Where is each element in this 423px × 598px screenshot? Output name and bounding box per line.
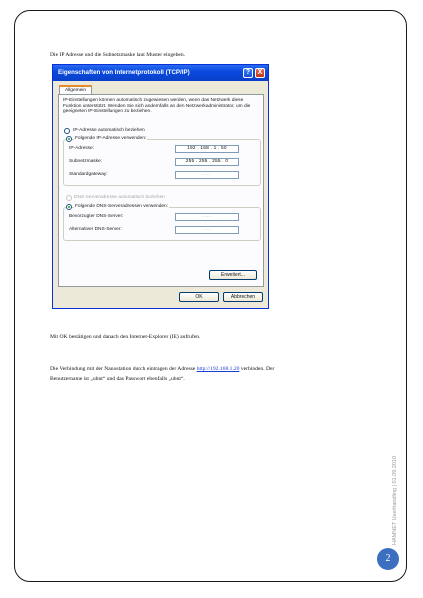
preferred-dns-field[interactable]: . . . [175,213,239,221]
intro-text: Die IP Adresse und die Subnetzmaske laut Muster eingeben. [50,52,186,58]
connect-text [50,365,274,373]
radio-ip-manual[interactable] [66,136,72,142]
description-text: IP-Einstellungen können automatisch zugewiesen werden, wenn das Netzwerk diese Funktion unterstützt. Wenden Sie sich andernfalls an den Netzwerkadministrator, um die geeigneten IP-Einstellungen zu beziehen. [63,98,251,115]
after-dialog-text: Mit OK bestätigen und danach den Internet-Explorer (IE) aufrufen. [50,334,201,340]
alternate-dns-field[interactable]: . . . [175,226,239,234]
connect-text-part1: Die Verbindung mit der Nanostation durch eintragen der Adresse [50,366,197,372]
radio-ip-auto-label: IP-Adresse automatisch beziehen [73,128,145,133]
alternate-dns-label: Alternativer DNS-Server: [69,227,122,232]
ip-address-label: IP-Adresse: [69,146,95,151]
cancel-button[interactable]: Abbrechen [223,292,263,302]
credentials-text: Benutzername ist „ubnt“ und das Passwort ebenfalls „ubnt“. [50,376,185,382]
advanced-button[interactable]: Erweitert... [209,270,257,280]
dialog-title: Eigenschaften von Internetprotokoll (TCP/IP) [53,65,268,81]
radio-dns-manual[interactable] [66,204,72,210]
tab-allgemein[interactable]: Allgemein [59,85,92,94]
nanostation-link[interactable]: http://192.168.1.20 [196,366,240,372]
ip-address-field[interactable]: 192 . 168 . 1 . 50 [175,145,239,153]
preferred-dns-label: Bevorzugter DNS-Server: [69,214,124,219]
tcpip-properties-dialog [52,64,269,309]
connect-text-part2: verbinden. Der [239,366,275,372]
radio-ip-manual-label: Folgende IP-Adresse verwenden: [75,136,147,141]
general-panel [58,94,264,287]
ok-button[interactable]: OK [179,292,219,302]
subnet-mask-field[interactable]: 255 . 255 . 255 . 0 [175,158,239,166]
radio-dns-auto-label: DNS-Serveradresse automatisch beziehen [74,195,165,200]
radio-dns-auto [66,195,72,201]
radio-ip-auto[interactable] [64,128,70,134]
gateway-field[interactable]: . . . [175,171,239,179]
footer-vertical-text: HAMNET Userhandling | 01.09.2010 [392,455,398,545]
page-number-badge: 2 [377,548,399,570]
radio-dns-manual-label: Folgende DNS-Serveradressen verwenden: [75,204,169,209]
help-icon[interactable]: ? [243,68,253,78]
gateway-label: Standardgateway: [69,172,108,177]
subnet-mask-label: Subnetzmaske: [69,159,103,164]
close-icon[interactable]: X [255,68,265,78]
